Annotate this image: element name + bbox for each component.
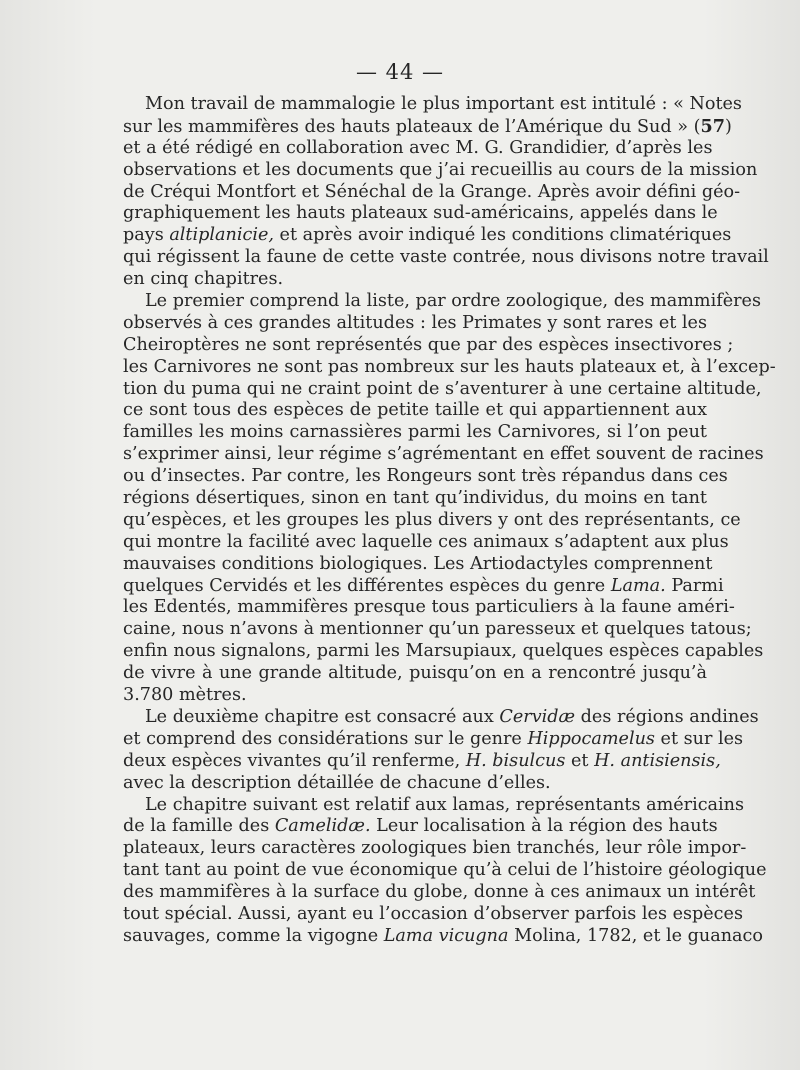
text-line: observés à ces grandes altitudes : les Primates y sont rares et les [123, 312, 707, 333]
text-line: Le premier comprend la liste, par ordre zoologique, des mammifères [145, 291, 761, 312]
text-line: et comprend des considérations sur le genre Hippocamelus et sur les [123, 728, 744, 749]
text-line: Le deuxième chapitre est consacré aux Cervidæ des régions andines [145, 706, 759, 727]
text-line: 3.780 mètres. [123, 685, 247, 706]
text-line: qui montre la facilité avec laquelle ces animaux s’adaptent aux plus [123, 531, 729, 552]
text-line: qu’espèces, et les groupes les plus divers y ont des représentants, ce [123, 509, 741, 530]
text-line: familles les moins carnassières parmi les Carnivores, si l’on peut [123, 422, 707, 443]
text-line: et a été rédigé en collaboration avec M. G. Grandidier, d’après les [123, 137, 713, 158]
text-line: s’exprimer ainsi, leur régime s’agrémentant en effet souvent de racines [123, 444, 764, 465]
text-line: Mon travail de mammalogie le plus important est intitulé : « Notes [145, 94, 742, 114]
page-number: — 44 — [355, 60, 445, 84]
text-line: tion du puma qui ne craint point de s’aventurer à une certaine altitude, [123, 378, 762, 399]
text-line: Le chapitre suivant est relatif aux lamas, représentants américains [145, 794, 745, 815]
text-line: de vivre à une grande altitude, puisqu’on en a rencontré jusqu’à [123, 663, 707, 684]
text-line: des mammifères à la surface du globe, donne à ces animaux un intérêt [123, 882, 756, 903]
text-line: observations et les documents que j’ai recueillis au cours de la mission [123, 159, 758, 180]
text-line: quelques Cervidés et les différentes espèces du genre Lama. Parmi [123, 575, 724, 596]
text-line: qui régissent la faune de cette vaste contrée, nous divisons notre travail [123, 247, 769, 268]
text-line: caine, nous n’avons à mentionner qu’un paresseux et quelques tatous; [123, 619, 752, 640]
text-line: ce sont tous des espèces de petite taille et qui appartiennent aux [123, 400, 707, 421]
text-line: de la famille des Camelidæ. Leur localisation à la région des hauts [123, 816, 718, 837]
text-line: les Carnivores ne sont pas nombreux sur les hauts plateaux et, à l’excep- [123, 356, 776, 377]
text-line: ou d’insectes. Par contre, les Rongeurs sont très répandus dans ces [123, 466, 728, 487]
text-line: sauvages, comme la vigogne Lama vicugna Molina, 1782, et le guanaco [123, 925, 763, 946]
text-line: tout spécial. Aussi, ayant eu l’occasion d’observer parfois les espèces [123, 903, 743, 924]
text-line: en cinq chapitres. [123, 269, 284, 290]
text-line: sur les mammifères des hauts plateaux de l’Amérique du Sud » (57) [123, 115, 732, 137]
text-line: tant tant au point de vue économique qu’à celui de l’histoire géologique [123, 860, 767, 881]
body-text [123, 94, 776, 948]
text-line: les Edentés, mammifères presque tous particuliers à la faune améri- [123, 597, 735, 618]
text-line: mauvaises conditions biologiques. Les Artiodactyles comprennent [123, 553, 713, 574]
text-line: de Créqui Montfort et Sénéchal de la Grange. Après avoir défini géo- [123, 181, 741, 202]
text-line: régions désertiques, sinon en tant qu’individus, du moins en tant [123, 488, 707, 509]
text-line: avec la description détaillée de chacune d’elles. [123, 772, 551, 793]
text-line: pays altiplanicie, et après avoir indiqué les conditions climatériques [123, 225, 732, 246]
text-line: graphiquement les hauts plateaux sud-américains, appelés dans le [123, 203, 718, 224]
text-line: Cheiroptères ne sont représentés que par des espèces insectivores ; [123, 334, 734, 355]
text-line: plateaux, leurs caractères zoologiques bien tranchés, leur rôle impor- [123, 838, 747, 859]
text-line: deux espèces vivantes qu’il renferme, H. bisulcus et H. antisiensis, [123, 750, 721, 771]
text-line: enfin nous signalons, parmi les Marsupiaux, quelques espèces capables [123, 641, 764, 662]
